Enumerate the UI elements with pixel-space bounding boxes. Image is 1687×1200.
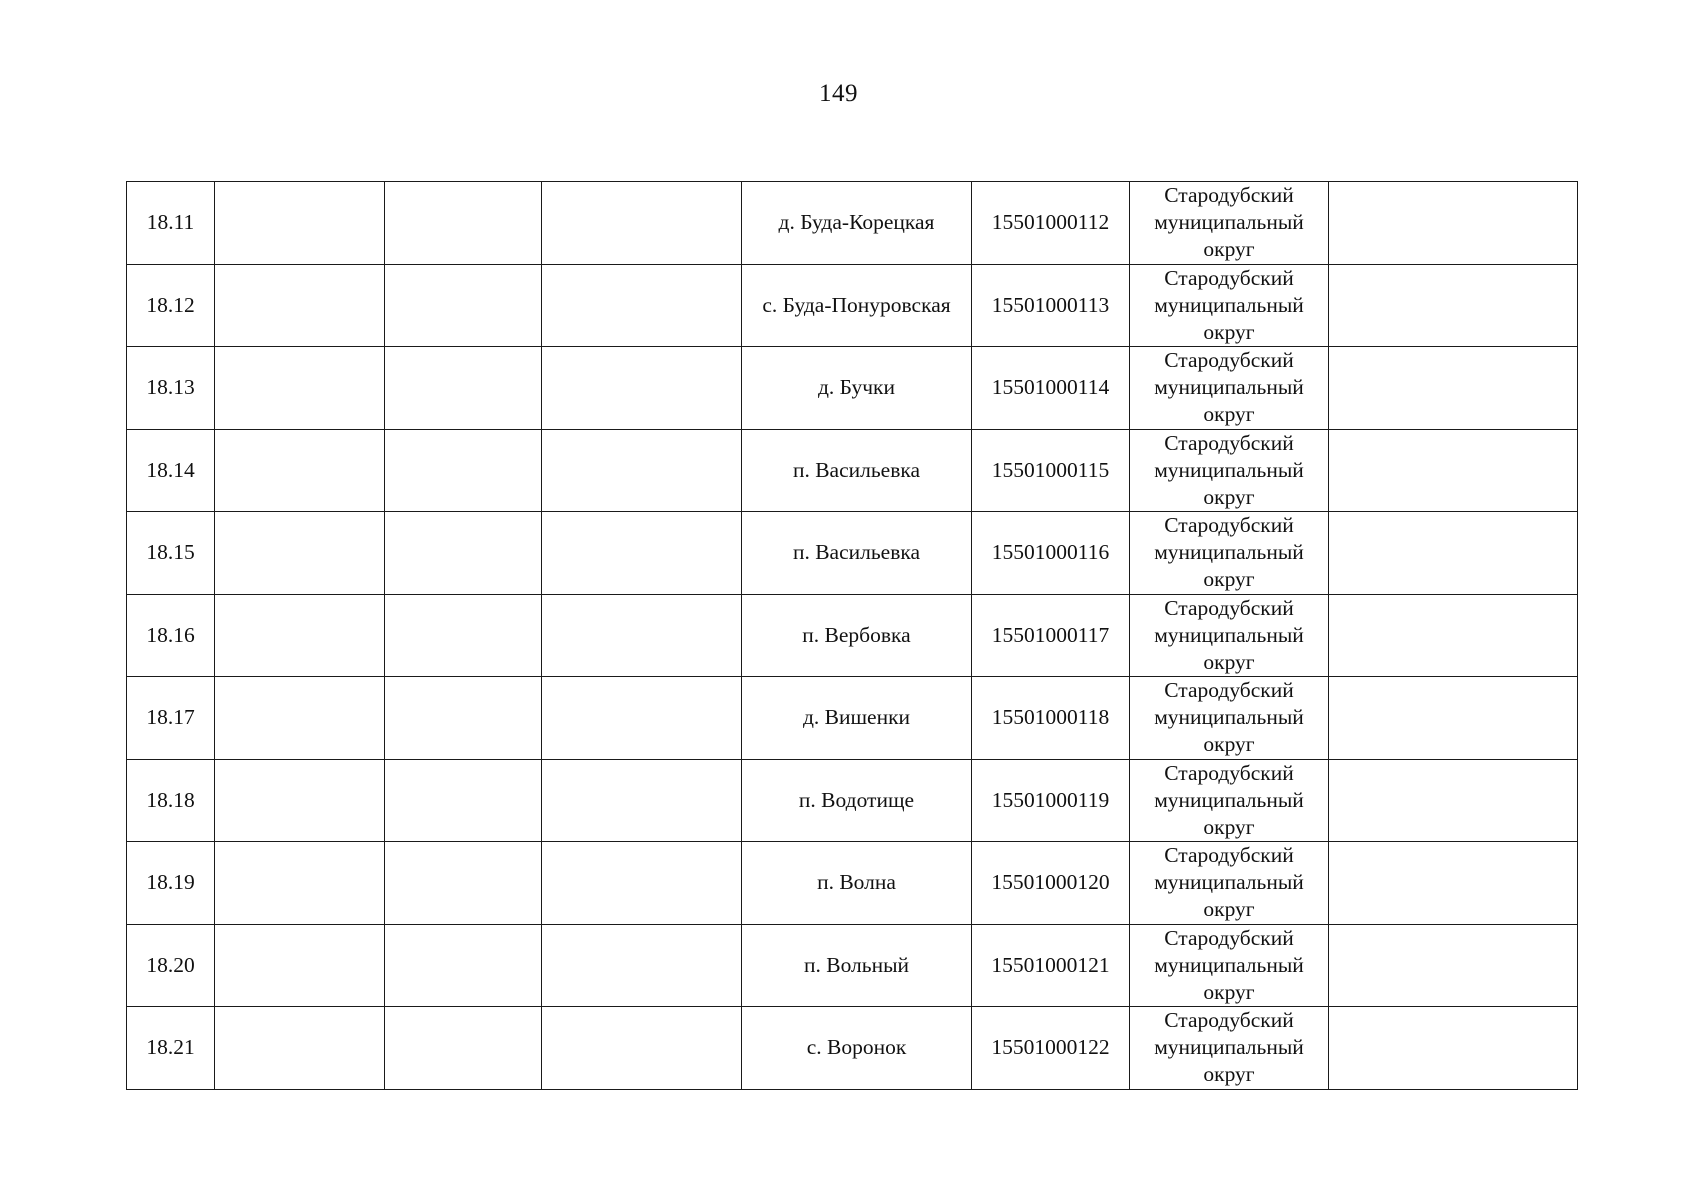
district-line: округ xyxy=(1203,237,1255,262)
district-line: муниципальный xyxy=(1154,622,1304,647)
row-number-cell: 18.17 xyxy=(127,677,215,760)
oktmo-code-cell: 15501000114 xyxy=(972,347,1130,430)
row-number-cell: 18.19 xyxy=(127,842,215,925)
district-line: муниципальный xyxy=(1154,705,1304,730)
empty-cell-8 xyxy=(1329,182,1578,265)
empty-cell-2 xyxy=(215,182,385,265)
empty-cell-2 xyxy=(215,594,385,677)
district-cell xyxy=(1130,182,1329,265)
empty-cell-4 xyxy=(542,264,742,347)
empty-cell-2 xyxy=(215,677,385,760)
row-number-cell: 18.21 xyxy=(127,1007,215,1090)
district-line: округ xyxy=(1203,484,1255,509)
settlement-name-cell: д. Буда-Корецкая xyxy=(742,182,972,265)
settlement-name-cell: с. Буда-Понуровская xyxy=(742,264,972,347)
empty-cell-8 xyxy=(1329,512,1578,595)
oktmo-code-cell: 15501000116 xyxy=(972,512,1130,595)
district-cell xyxy=(1130,347,1329,430)
district-cell xyxy=(1130,264,1329,347)
table-row xyxy=(127,512,1578,595)
settlement-name-cell: п. Васильевка xyxy=(742,429,972,512)
empty-cell-3 xyxy=(385,429,542,512)
table-row xyxy=(127,842,1578,925)
empty-cell-4 xyxy=(542,429,742,512)
district-line: Стародубский xyxy=(1164,348,1294,373)
row-number-cell: 18.15 xyxy=(127,512,215,595)
empty-cell-2 xyxy=(215,759,385,842)
district-line: Стародубский xyxy=(1164,265,1294,290)
row-number-cell: 18.12 xyxy=(127,264,215,347)
settlement-name-cell: д. Бучки xyxy=(742,347,972,430)
district-line: муниципальный xyxy=(1154,787,1304,812)
district-line: муниципальный xyxy=(1154,952,1304,977)
empty-cell-8 xyxy=(1329,759,1578,842)
empty-cell-8 xyxy=(1329,594,1578,677)
empty-cell-4 xyxy=(542,842,742,925)
district-line: муниципальный xyxy=(1154,540,1304,565)
settlement-name-cell: п. Волна xyxy=(742,842,972,925)
empty-cell-8 xyxy=(1329,924,1578,1007)
district-cell xyxy=(1130,1007,1329,1090)
empty-cell-3 xyxy=(385,759,542,842)
empty-cell-4 xyxy=(542,594,742,677)
district-cell xyxy=(1130,594,1329,677)
district-cell xyxy=(1130,512,1329,595)
district-line: округ xyxy=(1203,402,1255,427)
oktmo-code-cell: 15501000118 xyxy=(972,677,1130,760)
empty-cell-3 xyxy=(385,594,542,677)
oktmo-code-cell: 15501000121 xyxy=(972,924,1130,1007)
oktmo-code-cell: 15501000122 xyxy=(972,1007,1130,1090)
district-line: Стародубский xyxy=(1164,678,1294,703)
district-line: муниципальный xyxy=(1154,210,1304,235)
district-line: муниципальный xyxy=(1154,457,1304,482)
row-number-cell: 18.18 xyxy=(127,759,215,842)
district-line: округ xyxy=(1203,1062,1255,1087)
district-line: округ xyxy=(1203,897,1255,922)
row-number-cell: 18.20 xyxy=(127,924,215,1007)
settlement-name-cell: с. Воронок xyxy=(742,1007,972,1090)
district-line: муниципальный xyxy=(1154,870,1304,895)
empty-cell-3 xyxy=(385,512,542,595)
district-line: муниципальный xyxy=(1154,1035,1304,1060)
empty-cell-2 xyxy=(215,429,385,512)
row-number-cell: 18.11 xyxy=(127,182,215,265)
row-number-cell: 18.13 xyxy=(127,347,215,430)
district-line: округ xyxy=(1203,814,1255,839)
district-line: Стародубский xyxy=(1164,595,1294,620)
empty-cell-4 xyxy=(542,347,742,430)
empty-cell-2 xyxy=(215,264,385,347)
empty-cell-4 xyxy=(542,759,742,842)
empty-cell-3 xyxy=(385,677,542,760)
settlement-name-cell: п. Вольный xyxy=(742,924,972,1007)
table-body xyxy=(127,182,1578,1090)
empty-cell-3 xyxy=(385,347,542,430)
district-line: Стародубский xyxy=(1164,430,1294,455)
district-cell xyxy=(1130,842,1329,925)
empty-cell-3 xyxy=(385,1007,542,1090)
oktmo-code-cell: 15501000120 xyxy=(972,842,1130,925)
settlement-name-cell: п. Васильевка xyxy=(742,512,972,595)
oktmo-code-cell: 15501000112 xyxy=(972,182,1130,265)
district-line: округ xyxy=(1203,567,1255,592)
settlement-name-cell: п. Вербовка xyxy=(742,594,972,677)
empty-cell-3 xyxy=(385,924,542,1007)
empty-cell-8 xyxy=(1329,264,1578,347)
empty-cell-4 xyxy=(542,677,742,760)
table-row xyxy=(127,924,1578,1007)
district-line: Стародубский xyxy=(1164,513,1294,538)
district-line: муниципальный xyxy=(1154,292,1304,317)
empty-cell-8 xyxy=(1329,842,1578,925)
table-row xyxy=(127,347,1578,430)
empty-cell-4 xyxy=(542,182,742,265)
district-line: Стародубский xyxy=(1164,925,1294,950)
empty-cell-8 xyxy=(1329,1007,1578,1090)
empty-cell-2 xyxy=(215,1007,385,1090)
district-line: Стародубский xyxy=(1164,843,1294,868)
table-row xyxy=(127,429,1578,512)
district-cell xyxy=(1130,677,1329,760)
oktmo-code-cell: 15501000115 xyxy=(972,429,1130,512)
table-row xyxy=(127,759,1578,842)
table-row xyxy=(127,594,1578,677)
empty-cell-3 xyxy=(385,842,542,925)
empty-cell-4 xyxy=(542,512,742,595)
district-cell xyxy=(1130,429,1329,512)
oktmo-code-cell: 15501000117 xyxy=(972,594,1130,677)
empty-cell-8 xyxy=(1329,347,1578,430)
empty-cell-8 xyxy=(1329,677,1578,760)
page-number: 149 xyxy=(819,80,858,107)
settlement-registry-table xyxy=(126,181,1578,1090)
row-number-cell: 18.16 xyxy=(127,594,215,677)
empty-cell-2 xyxy=(215,347,385,430)
district-cell xyxy=(1130,924,1329,1007)
empty-cell-8 xyxy=(1329,429,1578,512)
district-line: Стародубский xyxy=(1164,760,1294,785)
district-cell xyxy=(1130,759,1329,842)
empty-cell-4 xyxy=(542,924,742,1007)
district-line: округ xyxy=(1203,649,1255,674)
empty-cell-2 xyxy=(215,842,385,925)
table-row xyxy=(127,182,1578,265)
empty-cell-2 xyxy=(215,924,385,1007)
district-line: округ xyxy=(1203,732,1255,757)
settlement-name-cell: д. Вишенки xyxy=(742,677,972,760)
empty-cell-4 xyxy=(542,1007,742,1090)
empty-cell-3 xyxy=(385,264,542,347)
row-number-cell: 18.14 xyxy=(127,429,215,512)
district-line: муниципальный xyxy=(1154,375,1304,400)
district-line: Стародубский xyxy=(1164,183,1294,208)
table-row xyxy=(127,677,1578,760)
oktmo-code-cell: 15501000113 xyxy=(972,264,1130,347)
empty-cell-2 xyxy=(215,512,385,595)
table-row xyxy=(127,264,1578,347)
table-row xyxy=(127,1007,1578,1090)
oktmo-code-cell: 15501000119 xyxy=(972,759,1130,842)
district-line: Стародубский xyxy=(1164,1008,1294,1033)
settlement-name-cell: п. Водотище xyxy=(742,759,972,842)
district-line: округ xyxy=(1203,979,1255,1004)
empty-cell-3 xyxy=(385,182,542,265)
district-line: округ xyxy=(1203,319,1255,344)
